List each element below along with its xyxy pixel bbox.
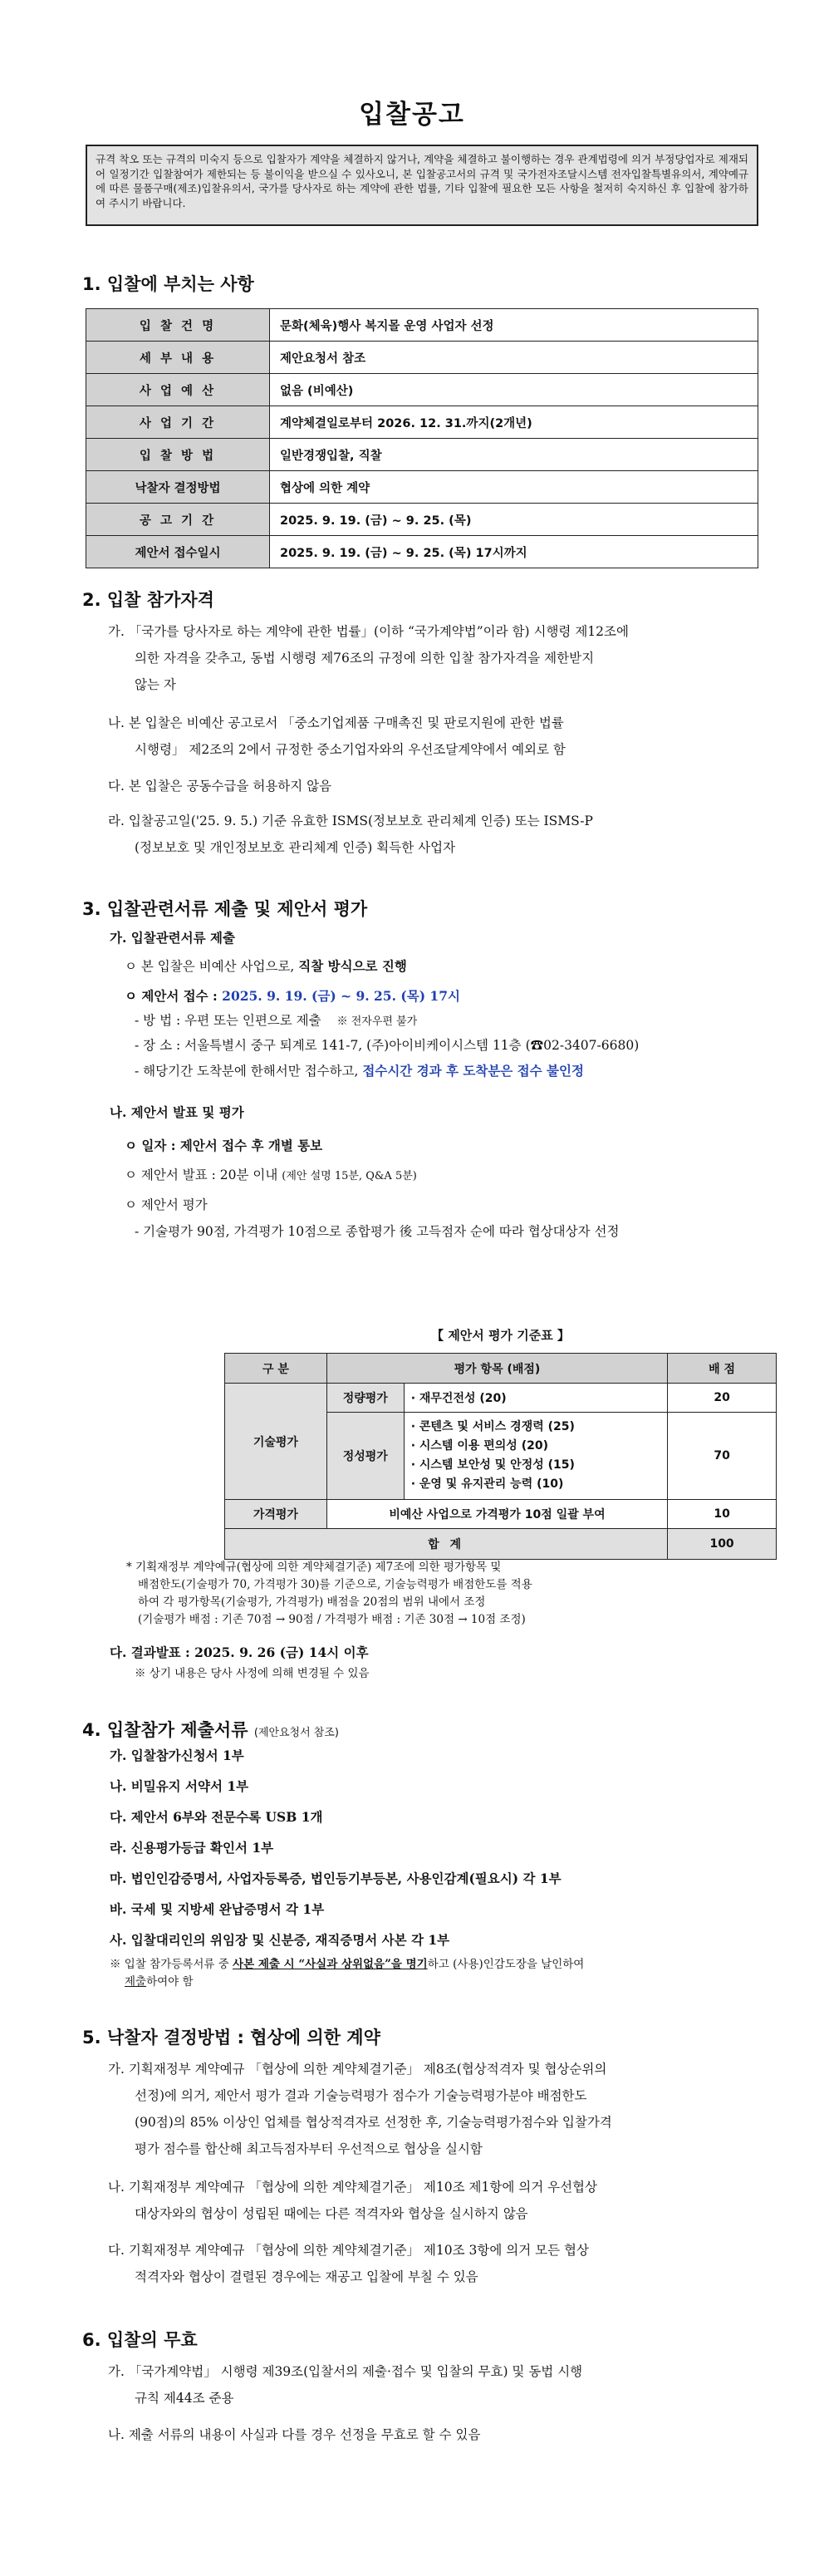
col-header-category: 구 분 <box>225 1354 327 1384</box>
submission-line-2 <box>125 986 460 1007</box>
eval-footnote-line: 하여 각 평가항목(기술평가, 가격평가) 배점을 20점의 범위 내에서 조정 <box>138 1595 486 1609</box>
evaluation-label: ㅇ 제안서 평가 <box>125 1197 208 1212</box>
presentation-duration-text: ㅇ 제안서 발표 : 20분 이내 <box>125 1168 282 1182</box>
row-key: 세 부 내 용 <box>86 342 270 374</box>
eval-footnote-line: (기술평가 배점 : 기존 70점 → 90점 / 가격평가 배점 : 기존 30점 → 10점 조정) <box>138 1613 526 1626</box>
award-da-line: 적격자와 협상이 결렬된 경우에는 재공고 입찰에 부칠 수 있음 <box>135 2269 478 2284</box>
doc-note-text: 제출 <box>125 1975 147 1989</box>
qual-score-cell: 70 <box>668 1413 777 1500</box>
section-4-heading <box>82 1717 339 1742</box>
qual-item: · 시스템 이용 편의성 (20) <box>410 1439 548 1453</box>
tech-eval-cell: 기술평가 <box>225 1384 327 1500</box>
qual-item: · 운영 및 유지관리 능력 (10) <box>410 1477 564 1491</box>
submission-place: - 장 소 : 서울특별시 중구 퇴계로 141-7, (주)아이비케이시스템 11층 (☎02-3407-6680) <box>135 1038 640 1053</box>
doc-item: 사. 입찰대리인의 위임장 및 신분증, 재직증명서 사본 각 1부 <box>110 1932 450 1948</box>
table-row <box>86 374 758 406</box>
submission-method-note: ※ 전자우편 불가 <box>336 1015 418 1028</box>
total-label-cell: 합 계 <box>225 1529 668 1560</box>
submission-arrival-warning: 접수시간 경과 후 도착분은 접수 불인정 <box>362 1063 584 1079</box>
qual-item: · 콘텐츠 및 서비스 경쟁력 (25) <box>410 1420 575 1433</box>
award-na-line: 대상자와의 협상이 성립된 때에는 다른 적격자와 협상을 실시하지 않음 <box>135 2206 528 2221</box>
table-row <box>86 342 758 374</box>
qualification-ga-line2: 의한 자격을 갖추고, 동법 시행령 제76조의 규정에 의한 입찰 참가자격을 제한받지 <box>135 651 595 666</box>
award-da: 다. 기획재정부 계약예규 「협상에 의한 계약체결기준」 제10조 3항에 의거 모든 협상 <box>108 2243 589 2258</box>
section-4-title: 4. 입찰참가 제출서류 <box>82 1720 248 1740</box>
row-value: 2025. 9. 19. (금) ~ 9. 25. (목) <box>270 504 758 536</box>
row-key: 입 찰 건 명 <box>86 309 270 342</box>
row-key: 공 고 기 간 <box>86 504 270 536</box>
doc-note-text: 하여야 함 <box>146 1975 194 1989</box>
row-key: 사 업 예 산 <box>86 374 270 406</box>
table-row <box>225 1384 777 1413</box>
table-row <box>86 406 758 439</box>
submission-method-text: - 방 법 : 우편 또는 인편으로 제출 <box>135 1013 321 1028</box>
doc-note <box>110 1956 774 1991</box>
table-row <box>86 439 758 471</box>
submission-arrival <box>135 1060 584 1082</box>
qualification-na: 나. 본 입찰은 비예산 공고로서 「중소기업제품 구매촉진 및 판로지원에 관한 법률 <box>108 715 564 730</box>
section-4-subtitle: (제안요청서 참조) <box>253 1727 339 1739</box>
presentation-duration-detail: (제안 설명 15분, Q&A 5분) <box>282 1170 417 1182</box>
submission-line-1 <box>125 956 407 977</box>
qualification-na-line2: 시행령」 제2조의 2에서 규정한 중소기업자와의 우선조달계약에서 예외로 함 <box>135 742 566 757</box>
award-ga-line: 선정)에 의거, 제안서 평가 결과 기술능력평가 점수가 기술능력평가분야 배점한도 <box>135 2088 587 2103</box>
table-row <box>225 1354 777 1384</box>
price-score-cell: 10 <box>668 1500 777 1529</box>
table-row <box>225 1500 777 1529</box>
price-item-cell: 비예산 사업으로 가격평가 10점 일괄 부여 <box>326 1500 667 1529</box>
row-value: 없음 (비예산) <box>270 374 758 406</box>
qualification-da: 다. 본 입찰은 공동수급을 허용하지 않음 <box>108 779 332 794</box>
presentation-duration <box>125 1165 417 1187</box>
row-value: 계약체결일로부터 2026. 12. 31.까지(2개년) <box>270 406 758 439</box>
quant-eval-cell: 정량평가 <box>326 1384 404 1413</box>
invalid-ga-line: 규칙 제44조 준용 <box>135 2391 234 2406</box>
row-value: 제안요청서 참조 <box>270 342 758 374</box>
submission-method-bold: 직찰 방식으로 진행 <box>298 958 407 974</box>
invalid-na: 나. 제출 서류의 내용이 사실과 다를 경우 선정을 무효로 할 수 있음 <box>108 2427 481 2442</box>
doc-item: 나. 비밀유지 서약서 1부 <box>110 1778 249 1794</box>
qualification-ga: 가. 「국가를 당사자로 하는 계약에 관한 법률」(이하 “국가계약법”이라 함) 시행령 제12조에 <box>108 624 629 639</box>
col-header-score: 배 점 <box>668 1354 777 1384</box>
eval-footnote-line: * 기획재정부 계약예규(협상에 의한 계약체결기준) 제7조에 의한 평가항목 및 <box>126 1561 502 1574</box>
submission-line-1-text: ㅇ 본 입찰은 비예산 사업으로, <box>125 959 299 974</box>
qual-item: · 시스템 보안성 및 안정성 (15) <box>410 1458 575 1472</box>
doc-note-text: 하고 (사용)인감도장을 날인하여 <box>427 1958 585 1971</box>
submission-deadline-value: 2025. 9. 19. (금) ~ 9. 25. (목) 17시 <box>222 988 460 1004</box>
row-value: 협상에 의한 계약 <box>270 471 758 504</box>
row-value: 일반경쟁입찰, 직찰 <box>270 439 758 471</box>
submission-ga: 가. 입찰관련서류 제출 <box>110 930 235 946</box>
doc-note-emphasis: 사본 제출 시 “사실과 상위없음”을 명기 <box>233 1958 428 1971</box>
doc-item: 라. 신용평가등급 확인서 1부 <box>110 1840 274 1856</box>
section-2-heading: 2. 입찰 참가자격 <box>82 590 214 610</box>
page-title: 입찰공고 <box>359 100 465 130</box>
qual-items-cell <box>404 1413 667 1500</box>
quant-item-cell: · 재무건전성 (20) <box>404 1384 667 1413</box>
invalid-ga: 가. 「국가계약법」 시행령 제39조(입찰서의 제출·접수 및 입찰의 무효) 및 동법 시행 <box>108 2364 583 2379</box>
row-key: 사 업 기 간 <box>86 406 270 439</box>
qualification-ga-line3: 않는 자 <box>135 677 176 692</box>
total-score-cell: 100 <box>668 1529 777 1560</box>
result-note: ※ 상기 내용은 당사 사정에 의해 변경될 수 있음 <box>135 1667 370 1680</box>
table-row <box>86 471 758 504</box>
qual-eval-cell: 정성평가 <box>326 1413 404 1500</box>
row-key: 제안서 접수일시 <box>86 536 270 568</box>
presentation-date: ㅇ 일자 : 제안서 접수 후 개별 통보 <box>125 1138 323 1153</box>
presentation-na: 나. 제안서 발표 및 평가 <box>110 1104 244 1120</box>
table-row <box>86 309 758 342</box>
row-value: 문화(체육)행사 복지몰 운영 사업자 선정 <box>270 309 758 342</box>
quant-score-cell: 20 <box>668 1384 777 1413</box>
table-row <box>86 536 758 568</box>
qualification-ra-line2: (정보보호 및 개인정보보호 관리체계 인증) 획득한 사업자 <box>135 840 456 855</box>
doc-note-text: ※ 입찰 참가등록서류 중 <box>110 1958 233 1971</box>
col-header-item: 평가 항목 (배점) <box>326 1354 667 1384</box>
price-eval-cell: 가격평가 <box>225 1500 327 1529</box>
eval-footnote <box>126 1559 782 1629</box>
section-3-heading: 3. 입찰관련서류 제출 및 제안서 평가 <box>82 899 368 919</box>
award-ga-line: 평가 점수를 합산해 최고득점자부터 우선적으로 협상을 실시함 <box>135 2141 483 2156</box>
result-announcement: 다. 결과발표 : 2025. 9. 26 (금) 14시 이후 <box>110 1644 369 1660</box>
submission-deadline-label: ㅇ 제안서 접수 : <box>125 988 223 1004</box>
section-5-heading: 5. 낙찰자 결정방법 : 협상에 의한 계약 <box>82 2028 380 2048</box>
award-ga-line: (90점)의 85% 이상인 업체를 협상적격자로 선정한 후, 기술능력평가점수와 입찰가격 <box>135 2115 612 2130</box>
doc-item: 가. 입찰참가신청서 1부 <box>110 1748 244 1763</box>
table-row <box>225 1529 777 1560</box>
bid-info-table <box>86 308 758 568</box>
award-na: 나. 기획재정부 계약예규 「협상에 의한 계약체결기준」 제10조 제1항에 의거 우선협상 <box>108 2180 597 2195</box>
eval-footnote-line: 배점한도(기술평가 70, 가격평가 30)를 기준으로, 기술능력평가 배점한도를 적용 <box>138 1578 532 1591</box>
doc-item: 마. 법인인감증명서, 사업자등록증, 법인등기부등본, 사용인감계(필요시) 각 1부 <box>110 1871 562 1886</box>
row-value: 2025. 9. 19. (금) ~ 9. 25. (목) 17시까지 <box>270 536 758 568</box>
eval-criteria-table <box>224 1353 777 1560</box>
table-row <box>86 504 758 536</box>
row-key: 낙찰자 결정방법 <box>86 471 270 504</box>
submission-arrival-text: - 해당기간 도착분에 한해서만 접수하고, <box>135 1064 363 1079</box>
evaluation-desc: - 기술평가 90점, 가격평가 10점으로 종합평가 後 고득점자 순에 따라 협상대상자 선정 <box>135 1224 620 1239</box>
doc-item: 바. 국세 및 지방세 완납증명서 각 1부 <box>110 1901 325 1917</box>
doc-item: 다. 제안서 6부와 전문수록 USB 1개 <box>110 1809 323 1825</box>
qualification-ra: 라. 입찰공고일('25. 9. 5.) 기준 유효한 ISMS(정보보호 관리체계 인증) 또는 ISMS-P <box>108 814 593 828</box>
section-1-heading: 1. 입찰에 부치는 사항 <box>82 274 254 294</box>
row-key: 입 찰 방 법 <box>86 439 270 471</box>
section-6-heading: 6. 입찰의 무효 <box>82 2330 198 2350</box>
eval-table-title: 【 제안서 평가 기준표 】 <box>431 1328 570 1343</box>
submission-method <box>135 1010 417 1032</box>
award-ga: 가. 기획재정부 계약예규 「협상에 의한 계약체결기준」 제8조(협상적격자 및 협상순위의 <box>108 2062 607 2077</box>
notice-box: 규격 착오 또는 규격의 미숙지 등으로 입찰자가 계약을 체결하지 않거나, 계약을 체결하고 불이행하는 경우 관계법령에 의거 부정당업자로 제재되어 일정기간 입찰참여가 제한되는 등 불이익을 받으실 수 있사오니, 본 입찰공고서의 규격 및 국가전자조달시스템 전자입찰특별유의서, 계약예규에 따른 물품구매(제조)입찰유의서, 국가를 당사자로 하는 계약에 관한 법률, 기타 입찰에 필요한 모든 사항을 철저히 숙지하신 후 입찰에 참가하여 주시기 바랍니다. <box>86 145 758 226</box>
